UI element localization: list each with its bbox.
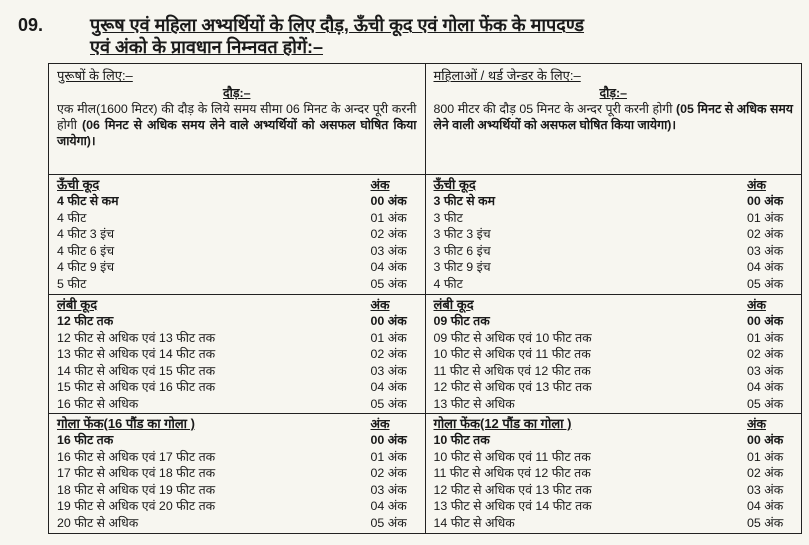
row-label: 20 फीट से अधिक bbox=[57, 515, 139, 530]
male-run-desc bbox=[57, 101, 417, 149]
row-marks: 01 अंक bbox=[747, 330, 784, 345]
female-long-jump-title: लंबी कूद bbox=[433, 296, 474, 312]
row-label: 12 फीट से अधिक एवं 13 फीट तक bbox=[57, 330, 216, 345]
male-shot-put-title: गोला फेंक(16 पौंड का गोला ) bbox=[57, 415, 195, 431]
male-long-jump-section bbox=[49, 295, 425, 414]
row-label: 13 फीट से अधिक bbox=[433, 396, 515, 411]
row-marks: 04 अंक bbox=[747, 380, 784, 394]
table-row bbox=[57, 346, 417, 363]
table-row bbox=[434, 515, 794, 532]
male-run-label: दौड़:– bbox=[223, 86, 251, 100]
row-label: 4 फीट bbox=[433, 276, 463, 291]
row-label: 4 फीट 6 इंच bbox=[57, 243, 115, 258]
table-row bbox=[57, 498, 417, 515]
male-run-note: (06 मिनट से अधिक समय लेने वाले अभ्यर्थियों को असफल घोषित किया जायेगा)। bbox=[57, 118, 417, 148]
row-marks: 02 अंक bbox=[747, 466, 784, 480]
row-marks: 05 अंक bbox=[370, 515, 407, 530]
table-row bbox=[57, 210, 417, 227]
table-row bbox=[57, 226, 417, 243]
table-row bbox=[57, 432, 417, 449]
row-marks: 01 अंक bbox=[370, 449, 407, 464]
row-label: 15 फीट से अधिक एवं 16 फीट तक bbox=[57, 380, 216, 394]
table-row bbox=[57, 465, 417, 482]
table-row bbox=[434, 465, 794, 482]
row-label: 16 फीट तक bbox=[57, 433, 114, 447]
table-row bbox=[57, 515, 417, 532]
row-label: 4 फीट 3 इंच bbox=[57, 227, 115, 241]
row-marks: 02 अंक bbox=[370, 227, 407, 241]
female-high-jump-title: ऊँची कूद bbox=[433, 176, 476, 192]
female-run-note: (05 मिनट से अधिक समय लेने वाली अभ्यर्थियों को असफल घोषित किया जायेगा)। bbox=[433, 102, 793, 132]
section-number: 09. bbox=[18, 15, 44, 35]
table-row bbox=[57, 449, 417, 466]
table-row bbox=[57, 396, 417, 413]
female-shot-put-section bbox=[426, 414, 802, 534]
table-row bbox=[57, 313, 417, 330]
heading-line-2: एवं अंको के प्रावधान निम्नवत होगें:– bbox=[90, 37, 323, 57]
table-row bbox=[434, 193, 794, 210]
row-label: 19 फीट से अधिक एवं 20 फीट तक bbox=[57, 499, 216, 513]
male-header: पुरूषों के लिए:– bbox=[57, 68, 133, 83]
row-marks: 05 अंक bbox=[747, 276, 784, 291]
row-marks: 05 अंक bbox=[747, 515, 784, 530]
row-marks: 00 अंक bbox=[747, 433, 784, 447]
row-marks: 00 अंक bbox=[370, 314, 407, 328]
standards-table bbox=[48, 63, 802, 534]
row-label: 13 फीट से अधिक एवं 14 फीट तक bbox=[433, 499, 592, 513]
table-row bbox=[57, 193, 417, 210]
row-marks: 05 अंक bbox=[370, 276, 407, 291]
table-row bbox=[434, 363, 794, 380]
row-label: 4 फीट 9 इंच bbox=[57, 260, 115, 274]
row-label: 09 फीट से अधिक एवं 10 फीट तक bbox=[433, 330, 592, 345]
row-marks: 04 अंक bbox=[370, 380, 407, 394]
row-label: 12 फीट से अधिक एवं 13 फीट तक bbox=[433, 482, 592, 497]
row-marks: 04 अंक bbox=[370, 499, 407, 513]
row-marks: 03 अंक bbox=[370, 243, 407, 258]
row-label: 10 फीट से अधिक एवं 11 फीट तक bbox=[433, 347, 591, 361]
male-long-jump-title: लंबी कूद bbox=[57, 296, 98, 312]
table-row bbox=[434, 210, 794, 227]
row-label: 18 फीट से अधिक एवं 19 फीट तक bbox=[57, 482, 216, 497]
male-high-jump-section bbox=[49, 175, 425, 295]
row-marks: 02 अंक bbox=[747, 227, 784, 241]
row-label: 17 फीट से अधिक एवं 18 फीट तक bbox=[57, 466, 216, 480]
female-run-section bbox=[426, 64, 802, 175]
row-label: 16 फीट से अधिक एवं 17 फीट तक bbox=[57, 449, 216, 464]
male-column bbox=[49, 64, 426, 533]
male-shot-put-marks-header: अंक bbox=[370, 416, 390, 431]
row-label: 3 फीट से कम bbox=[433, 194, 496, 208]
row-marks: 04 अंक bbox=[370, 260, 407, 274]
table-row bbox=[57, 330, 417, 347]
table-row bbox=[434, 259, 794, 276]
female-shot-put-marks-header: अंक bbox=[747, 416, 766, 431]
row-label: 10 फीट तक bbox=[433, 433, 490, 447]
row-marks: 03 अंक bbox=[370, 482, 407, 497]
row-marks: 05 अंक bbox=[370, 396, 407, 411]
row-label: 11 फीट से अधिक एवं 12 फीट तक bbox=[433, 466, 591, 480]
table-row bbox=[57, 243, 417, 260]
male-shot-put-section bbox=[49, 414, 425, 534]
table-row bbox=[434, 276, 794, 293]
table-row bbox=[434, 498, 794, 515]
female-shot-put-title: गोला फेंक(12 पौंड का गोला ) bbox=[433, 415, 572, 431]
row-marks: 01 अंक bbox=[370, 330, 407, 345]
row-marks: 03 अंक bbox=[747, 243, 784, 258]
row-label: 12 फीट से अधिक एवं 13 फीट तक bbox=[433, 380, 592, 394]
row-label: 4 फीट bbox=[57, 210, 87, 225]
heading-line-1: पुरूष एवं महिला अभ्यर्थियों के लिए दौड़, ऊँची कूद एवं गोला फेंक के मापदण्ड bbox=[90, 15, 585, 35]
table-row bbox=[434, 313, 794, 330]
table-row bbox=[434, 330, 794, 347]
row-marks: 00 अंक bbox=[747, 194, 784, 208]
female-run-label: दौड़:– bbox=[599, 86, 627, 100]
table-row bbox=[434, 379, 794, 396]
row-marks: 04 अंक bbox=[747, 499, 784, 513]
table-row bbox=[434, 482, 794, 499]
male-high-jump-marks-header: अंक bbox=[370, 177, 390, 192]
table-row bbox=[434, 449, 794, 466]
female-run-desc bbox=[434, 101, 794, 133]
table-row bbox=[434, 396, 794, 413]
row-label: 10 फीट से अधिक एवं 11 फीट तक bbox=[433, 449, 591, 464]
female-column bbox=[426, 64, 802, 533]
row-label: 16 फीट से अधिक bbox=[57, 396, 139, 411]
row-label: 13 फीट से अधिक एवं 14 फीट तक bbox=[57, 347, 216, 361]
row-label: 3 फीट bbox=[433, 210, 463, 225]
row-marks: 03 अंक bbox=[747, 482, 784, 497]
row-label: 3 फीट 9 इंच bbox=[433, 260, 491, 274]
female-header: महिलाओं / थर्ड जेन्डर के लिए:– bbox=[433, 68, 581, 83]
female-long-jump-section bbox=[426, 295, 802, 414]
male-run-section bbox=[49, 64, 425, 175]
table-row bbox=[57, 259, 417, 276]
male-high-jump-title: ऊँची कूद bbox=[57, 176, 100, 192]
row-label: 3 फीट 3 इंच bbox=[433, 227, 491, 241]
table-row bbox=[57, 482, 417, 499]
female-long-jump-marks-header: अंक bbox=[747, 297, 766, 312]
row-label: 5 फीट bbox=[57, 276, 87, 291]
male-run-text: एक मील(1600 मिटर) की दौड़ के लिये समय सीमा 06 मिनट के अन्दर पूरी करनी होगी bbox=[57, 102, 417, 132]
row-marks: 01 अंक bbox=[747, 210, 784, 225]
row-marks: 01 अंक bbox=[747, 449, 784, 464]
row-marks: 05 अंक bbox=[747, 396, 784, 411]
female-high-jump-marks-header: अंक bbox=[747, 177, 766, 192]
document-heading bbox=[18, 14, 798, 58]
female-run-text: 800 मीटर की दौड़ 05 मिनट के अन्दर पूरी करनी होगी bbox=[433, 102, 673, 116]
row-marks: 03 अंक bbox=[370, 363, 407, 378]
row-marks: 02 अंक bbox=[747, 347, 784, 361]
table-row bbox=[57, 363, 417, 380]
table-row bbox=[434, 432, 794, 449]
row-marks: 02 अंक bbox=[370, 466, 407, 480]
row-marks: 00 अंक bbox=[370, 433, 407, 447]
male-long-jump-marks-header: अंक bbox=[370, 297, 390, 312]
row-label: 14 फीट से अधिक एवं 15 फीट तक bbox=[57, 363, 216, 378]
row-label: 4 फीट से कम bbox=[57, 194, 119, 208]
row-label: 09 फीट तक bbox=[433, 314, 490, 328]
row-label: 3 फीट 6 इंच bbox=[433, 243, 491, 258]
row-marks: 01 अंक bbox=[370, 210, 407, 225]
row-marks: 04 अंक bbox=[747, 260, 784, 274]
row-marks: 00 अंक bbox=[747, 314, 784, 328]
row-marks: 02 अंक bbox=[370, 347, 407, 361]
table-row bbox=[57, 379, 417, 396]
row-label: 14 फीट से अधिक bbox=[433, 515, 515, 530]
table-row bbox=[434, 243, 794, 260]
table-row bbox=[57, 276, 417, 293]
row-label: 12 फीट तक bbox=[57, 314, 114, 328]
female-high-jump-section bbox=[426, 175, 802, 295]
row-marks: 03 अंक bbox=[747, 363, 784, 378]
table-row bbox=[434, 346, 794, 363]
row-marks: 00 अंक bbox=[370, 194, 407, 208]
table-row bbox=[434, 226, 794, 243]
row-label: 11 फीट से अधिक एवं 12 फीट तक bbox=[433, 363, 591, 378]
